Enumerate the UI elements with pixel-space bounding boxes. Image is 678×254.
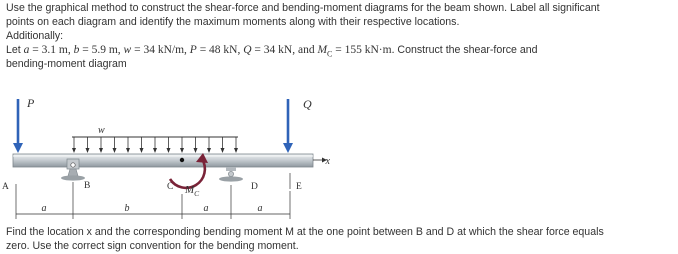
moment-Mc-label: $M_C$ <box>185 184 200 198</box>
distributed-load-arrowhead <box>86 148 90 153</box>
point-B-label: B <box>84 181 91 191</box>
distributed-load-arrowhead <box>113 148 117 153</box>
distributed-load-arrowhead <box>194 148 198 153</box>
point-E-label: E <box>296 182 302 192</box>
distributed-load-arrowhead <box>72 148 76 153</box>
question-line-2: zero. Use the correct sign convention for the bending moment. <box>6 240 299 252</box>
load-Q-label: Q <box>303 97 312 111</box>
distributed-load-label: w <box>98 125 105 136</box>
pin-support-B-base <box>68 169 78 176</box>
distributed-load-arrowhead <box>167 148 171 153</box>
problem-line-2: points on each diagram and identify the maximum moments along with their respective locations. <box>6 16 460 28</box>
problem-line-5: bending-moment diagram <box>6 58 127 70</box>
distributed-load-arrowhead <box>99 148 103 153</box>
x-axis-label: x <box>325 156 330 167</box>
problem-line-3: Additionally: <box>6 30 64 42</box>
point-C-label: C <box>167 182 174 192</box>
roller-support-D-bracket <box>226 167 236 171</box>
dimension-a1-label: a <box>41 203 47 214</box>
distributed-load-arrowhead <box>234 148 238 153</box>
point-D-label: D <box>251 182 258 192</box>
pin-support-B-pin <box>71 163 75 167</box>
dimension-lines <box>16 182 290 219</box>
dimension-a3-label: a <box>257 203 263 214</box>
load-P-arrowhead <box>13 143 23 153</box>
beam-diagram <box>0 93 330 228</box>
distributed-load-arrowhead <box>207 148 211 153</box>
distributed-load-arrowhead <box>153 148 157 153</box>
dimension-a2-label: a <box>203 203 209 214</box>
load-Q-arrowhead <box>283 143 293 153</box>
problem-line-1: Use the graphical method to construct the shear-force and bending-moment diagrams for the beam shown. Label all significant <box>6 2 600 14</box>
roller-support-D-wheel <box>228 171 233 176</box>
roller-support-D-plate <box>219 176 243 181</box>
distributed-load-arrows <box>72 137 238 153</box>
distributed-load-arrowhead <box>140 148 144 153</box>
point-C-marker <box>180 158 184 162</box>
distributed-load-arrowhead <box>126 148 130 153</box>
problem-given-values: Let a = 3.1 m, b = 5.9 m, w = 34 kN/m, P = 48 kN, Q = 34 kN, and $M_C = 155$ kN·m. Construct the shear-force and <box>6 44 538 59</box>
question-line-1: Find the location x and the corresponding bending moment M at the one point between B and D at which the shear force equals <box>6 226 604 238</box>
distributed-load-arrowhead <box>221 148 225 153</box>
dimension-b-label: b <box>124 203 130 214</box>
distributed-load-arrowhead <box>180 148 184 153</box>
pin-support-B-plate <box>61 175 85 180</box>
load-P-label: P <box>27 96 35 110</box>
point-A-label: A <box>2 182 9 192</box>
